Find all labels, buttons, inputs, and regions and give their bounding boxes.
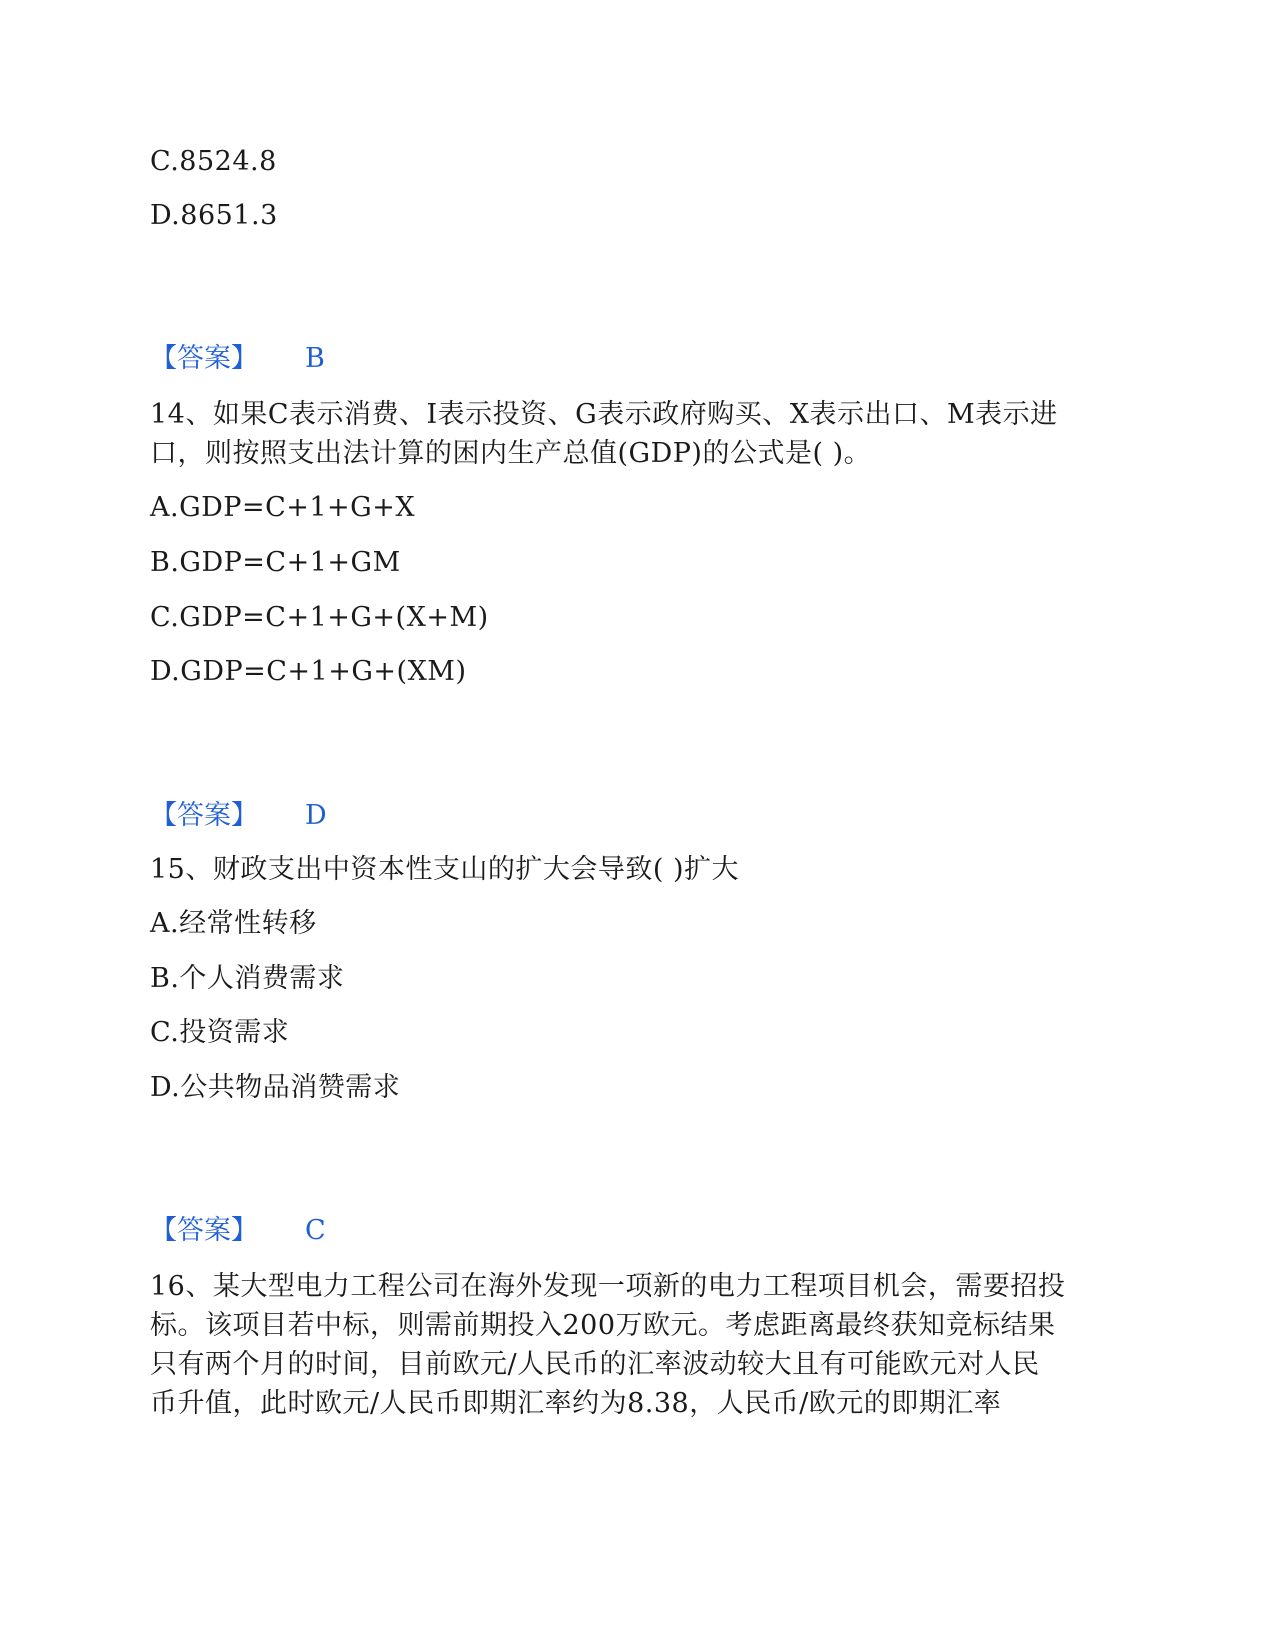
q13-option-d: D.8651.3 <box>150 200 278 231</box>
q16-stem-line2: 标。该项目若中标，则需前期投入200万欧元。考虑距离最终获知竞标结果 <box>150 1310 1056 1341</box>
q14-option-c: C.GDP=C+1+G+(X+M) <box>150 602 489 633</box>
q13-option-c: C.8524.8 <box>150 146 277 177</box>
q15-stem-line1: 15、财政支出中资本性支山的扩大会导致( )扩大 <box>150 854 740 885</box>
q16-stem-line3: 只有两个月的时间，目前欧元/人民币的汇率波动较大且有可能欧元对人民 <box>150 1349 1040 1380</box>
q13-answer <box>150 342 325 376</box>
q15-option-c: C.投资需求 <box>150 1017 290 1048</box>
answer-label: 【答案】 <box>150 800 258 831</box>
q15-option-d: D.公共物品消赞需求 <box>150 1072 401 1103</box>
answer-value: C <box>305 1215 326 1246</box>
q14-stem-line1: 14、如果C表示消费、I表示投资、G表示政府购买、X表示出口、M表示进 <box>150 399 1058 430</box>
answer-label: 【答案】 <box>150 1215 258 1246</box>
q14-option-b: B.GDP=C+1+GM <box>150 547 401 578</box>
answer-value: B <box>305 343 325 374</box>
q15-option-a: A.经常性转移 <box>150 908 317 939</box>
q14-stem-line2: 口，则按照支出法计算的困内生产总值(GDP)的公式是( )。 <box>150 438 872 469</box>
q14-answer <box>150 799 327 833</box>
answer-label: 【答案】 <box>150 343 258 374</box>
q16-stem-line4: 币升值，此时欧元/人民币即期汇率约为8.38，人民币/欧元的即期汇率 <box>150 1388 1002 1419</box>
answer-value: D <box>305 800 327 831</box>
q15-option-b: B.个人消费需求 <box>150 963 345 994</box>
q16-stem-line1: 16、某大型电力工程公司在海外发现一项新的电力工程项目机会，需要招投 <box>150 1271 1066 1302</box>
q14-option-a: A.GDP=C+1+G+X <box>150 492 416 523</box>
q14-option-d: D.GDP=C+1+G+(XM) <box>150 656 467 687</box>
q15-answer <box>150 1214 326 1248</box>
